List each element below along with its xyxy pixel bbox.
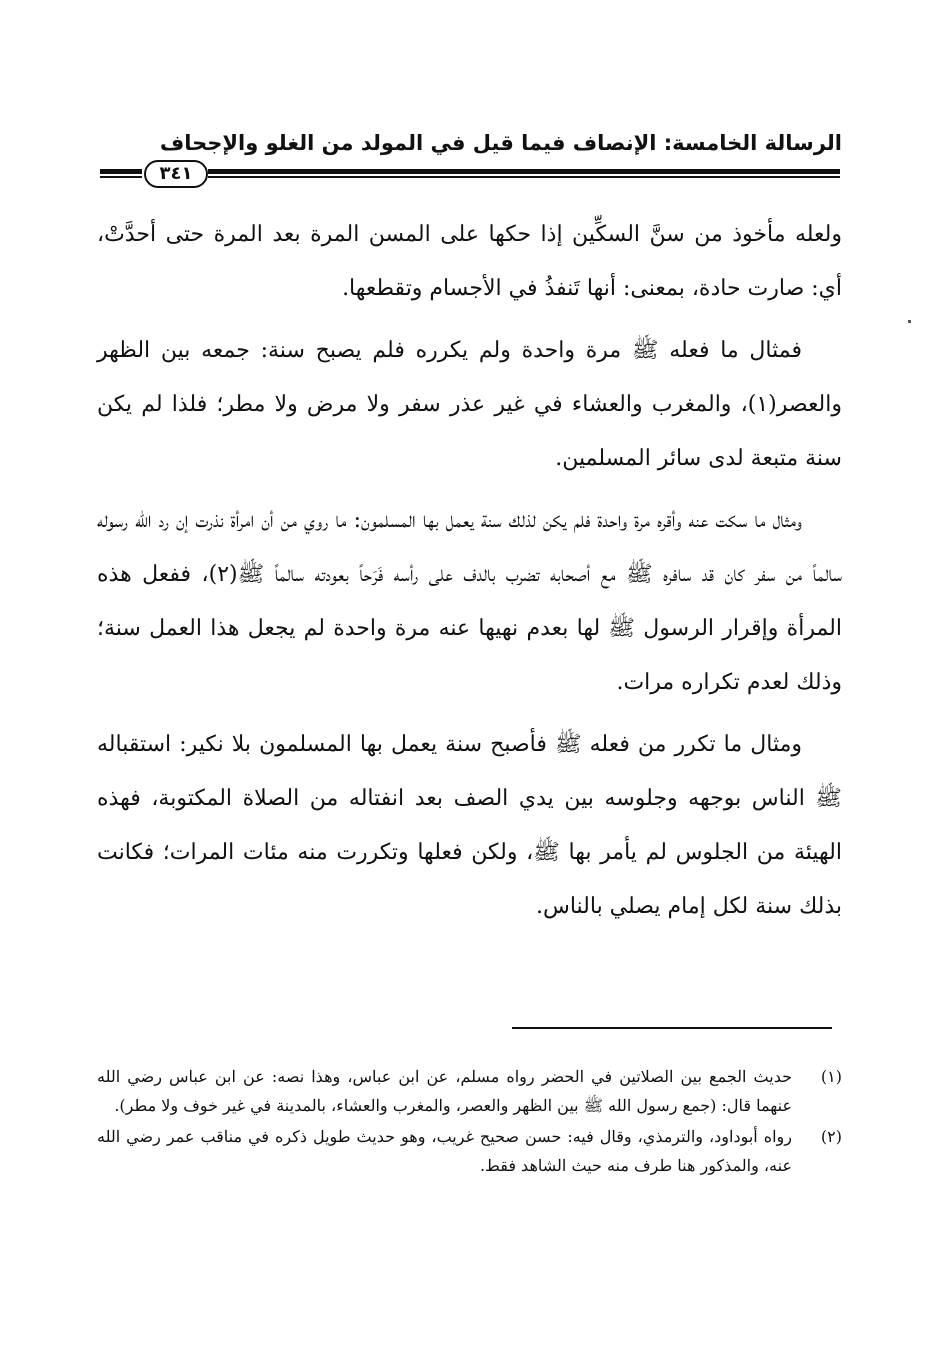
running-header-title: الرسالة الخامسة: الإنصاف فيما قيل في المولد من الغلو والإجحاف <box>159 131 842 155</box>
footnote <box>97 1122 842 1180</box>
paragraph: ومثال ما تكرر من فعله ﷺ فأصبح سنة يعمل بها المسلمون بلا نكير: استقباله ﷺ الناس بوجهه وجلوسه بين يدي الصف بعد انفتاله من الصلاة المكتوبة، فهذه الهيئة من الجلوس لم يأمر بها ﷺ، ولكن فعلها وتكررت منه مئات المرات؛ فكانت بذلك سنة لكل إمام يصلي بالناس. <box>97 732 842 919</box>
footnote-number: (١) <box>820 1067 842 1086</box>
header-rule <box>100 160 840 190</box>
paragraph: ومثال ما سكت عنه وأقره مرة واحدة فلم يكن لذلك سنة يعمل بها المسلمون: ما روي من أن امرأة نذرت إن رد الله رسوله سالماً من سفر كان قد سافره ﷺ مع أصحابه تضرب بالدف على رأسه فَرَحاً بعودته سالماً ﷺ(٢)، ففعل هذه المرأة وإقرار الرسول ﷺ لها بعدم نهيها عنه مرة واحدة لم يجعل هذا العمل سنة؛ وذلك لعدم تكراره مرات. <box>97 508 842 695</box>
footnote-number: (٢) <box>820 1127 842 1146</box>
header-rule-right <box>208 169 840 178</box>
scan-speck <box>908 320 911 323</box>
paragraph: فمثال ما فعله ﷺ مرة واحدة ولم يكرره فلم يصبح سنة: جمعه بين الظهر والعصر(١)، والمغرب والعشاء في غير عذر سفر ولا مرض ولا مطر؛ فلذا لم يكن سنة متبعة لدى سائر المسلمين. <box>97 338 842 471</box>
footnote-text: رواه أبوداود، والترمذي، وقال فيه: حسن صحيح غريب، وهو حديث طويل ذكره في مناقب عمر رضي الله عنه، والمذكور هنا طرف منه حيث الشاهد فقط. <box>97 1127 792 1175</box>
footnote-text: حديث الجمع بين الصلاتين في الحضر رواه مسلم، عن ابن عباس، وهذا نصه: عن ابن عباس رضي الله عنهما قال: (جمع رسول الله ﷺ بين الظهر والعصر، والمغرب والعشاء، بالمدينة في غير خوف ولا مطر). <box>97 1067 793 1115</box>
footnotes <box>97 1062 842 1182</box>
footnote-separator <box>512 1027 832 1029</box>
footnote <box>97 1062 842 1120</box>
page-number: ٣٤١ <box>144 160 208 188</box>
main-text <box>97 208 842 942</box>
header-rule-left <box>100 169 142 178</box>
paragraph: ولعله مأخوذ من سنَّ السكِّين إذا حكها على المسن المرة بعد المرة حتى أحدَّتْ، أي: صارت حادة، بمعنى: أنها تَنفذُ في الأجسام وتقطعها. <box>97 222 842 301</box>
